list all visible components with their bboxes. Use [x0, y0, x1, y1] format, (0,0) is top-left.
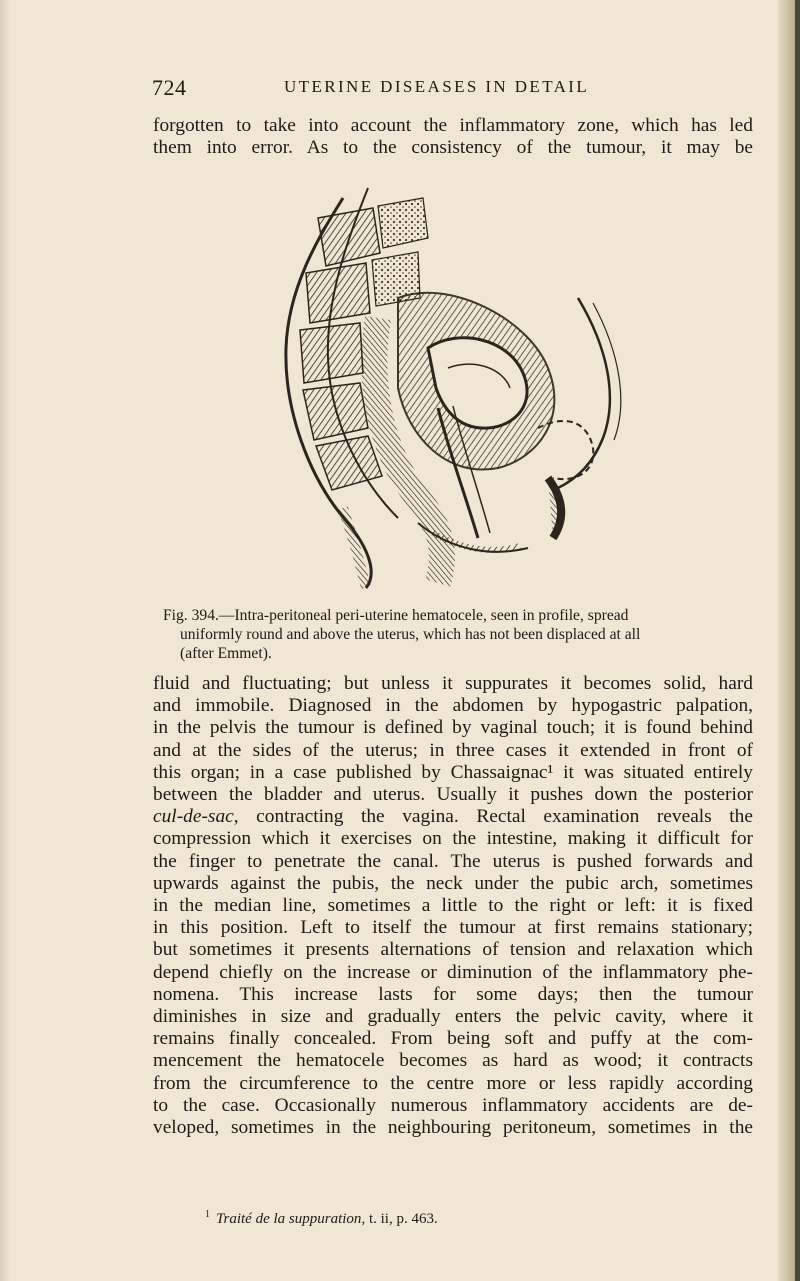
text-line: the finger to penetrate the canal. The uterus is pushed forwards and: [153, 850, 753, 872]
text-line: remains finally concealed. From being soft and puffy at the com-: [153, 1028, 753, 1050]
text-line: upwards against the pubis, the neck under the pubic arch, sometimes: [153, 872, 753, 894]
text-line: diminishes in size and gradually enters the pelvic cavity, where it: [153, 1006, 753, 1028]
anatomical-illustration: [248, 178, 648, 598]
text-line: but sometimes it presents alternations of tension and relaxation which: [153, 939, 753, 961]
text-line: cul-de-sac, contracting the vagina. Rectal examination reveals the: [153, 806, 753, 828]
italic-term: cul-de-sac: [153, 806, 234, 828]
text-line: in the median line, sometimes a little to the right or left: it is fixed: [153, 895, 753, 917]
text-line: to the case. Occasionally numerous inflammatory accidents are de-: [153, 1094, 753, 1116]
text-line: nomena. This increase lasts for some days; then the tumour: [153, 983, 753, 1005]
footnote-title: Traité de la suppuration: [216, 1211, 362, 1227]
running-head: UTERINE DISEASES IN DETAIL: [284, 77, 590, 96]
footnote-marker: 1: [205, 1209, 210, 1220]
footnote-reference: , t. ii, p. 463.: [361, 1211, 438, 1227]
text-line: compression which it exercises on the intestine, making it difficult for: [153, 828, 753, 850]
footnote: [205, 1209, 438, 1228]
text-line: and at the sides of the uterus; in three cases it extended in front of: [153, 739, 753, 761]
caption-line: (after Emmet).: [180, 645, 272, 662]
figure-caption: [163, 606, 751, 663]
text-line: them into error. As to the consistency of the tumour, it may be: [153, 137, 753, 159]
text-line: in the pelvis the tumour is defined by vaginal touch; it is found behind: [153, 717, 753, 739]
text-line: fluid and fluctuating; but unless it suppurates it becomes solid, hard: [153, 673, 753, 694]
top-paragraph: [153, 115, 753, 159]
page-number: 724: [152, 75, 187, 100]
book-edge: [778, 0, 800, 1281]
text-line: this organ; in a case published by Chassaignac¹ it was situated entirely: [153, 761, 753, 783]
text-line: and immobile. Diagnosed in the abdomen by hypogastric palpation,: [153, 695, 753, 717]
text-line: veloped, sometimes in the neighbouring peritoneum, sometimes in the: [153, 1117, 753, 1139]
caption-line: uniformly round and above the uterus, which has not been displaced at all: [180, 626, 641, 643]
text-line: forgotten to take into account the inflammatory zone, which has led: [153, 115, 753, 136]
body-paragraph: [153, 673, 753, 1139]
page-header: [152, 75, 762, 105]
text-line: in this position. Left to itself the tumour at first remains stationary;: [153, 917, 753, 939]
pelvis-profile-drawing: [248, 178, 648, 598]
caption-line: Fig. 394.—Intra-peritoneal peri-uterine hematocele, seen in profile, spread: [163, 607, 629, 624]
text-line: depend chiefly on the increase or diminution of the inflammatory phe-: [153, 961, 753, 983]
page-shadow: [0, 0, 10, 1281]
text-line: between the bladder and uterus. Usually it pushes down the posterior: [153, 784, 753, 806]
text-line: from the circumference to the centre more or less rapidly according: [153, 1072, 753, 1094]
text-line: mencement the hematocele becomes as hard as wood; it contracts: [153, 1050, 753, 1072]
